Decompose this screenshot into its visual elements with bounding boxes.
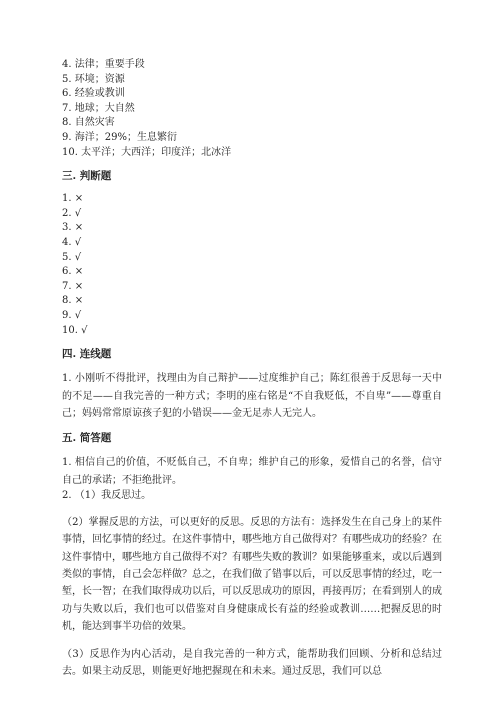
judgment-item: 5. √: [62, 251, 82, 263]
answer-line: 5. 环境；资源: [62, 73, 125, 85]
judgment-item: 6. ×: [62, 266, 84, 278]
short-answer-1: 1. 相信自己的价值，不贬低自己，不自卑；维护自己的形象，爱惜自己的名誉，信守自己的承诺；不拒绝批评。: [62, 457, 442, 486]
judgment-item: 1. ×: [62, 193, 84, 205]
answer-line: 8. 自然灾害: [62, 117, 115, 129]
answer-line: 7. 地球；大自然: [62, 102, 135, 114]
section-heading-judgment: 三. 判断题: [62, 170, 112, 183]
answer-content: [62, 58, 442, 680]
answer-line: 10. 太平洋；大西洋；印度洋；北冰洋: [62, 146, 232, 158]
judgment-item: 7. ×: [62, 280, 84, 292]
answer-line: 9. 海洋；29%；生息繁衍: [62, 131, 177, 143]
short-answer-2-3: （3）反思作为内心活动，是自我完善的一种方式，能帮助我们回顾、分析和总结过去。如果主动反思，则能更好地把握现在和未来。通过反思，我们可以总: [62, 648, 442, 677]
short-answer-2-2: （2）掌握反思的方法，可以更好的反思。反思的方法有：选择发生在自己身上的某件事情，回忆事情的经过。在这件事情中，哪些地方自己做得对？有哪些成功的经验？在这件事情中，哪些地方自己做得不对？有哪些失败的教训？如果能够重来，或以后遇到类似的事情，自己会怎样做？总之，在我们做了错事以后，可以反思事情的经过，吃一堑，长一智；在我们取得成功以后，可以反思成功的原因，再接再厉；在看到别人的成功与失败以后，我们也可以借鉴对自身健康成长有益的经验或教训……把握反思的时机，能达到事半功倍的效果。: [62, 516, 442, 633]
answer-line: 4. 法律；重要手段: [62, 59, 145, 70]
judgment-item: 8. ×: [62, 295, 84, 307]
answer-line: 6. 经验或教训: [62, 88, 125, 100]
matching-answer: 1. 小刚听不得批评，找理由为自己辩护——过度维护自己；陈红很善于反思每一天中的不足——自我完善的一种方式；李明的座右铭是“不自我贬低，不自卑”——尊重自己；妈妈常常原谅孩子犯的小错误——金无足赤人无完人。: [62, 373, 442, 419]
judgment-item: 2. √: [62, 207, 82, 219]
short-answer-2-1: 2. （1）我反思过。: [62, 490, 152, 502]
judgment-item: 3. ×: [62, 222, 84, 234]
section2-answers: [62, 58, 442, 160]
judgment-item: 4. √: [62, 236, 82, 248]
section-heading-short-answer: 五. 简答题: [62, 432, 112, 445]
section-heading-matching: 四. 连线题: [62, 348, 112, 361]
judgment-answers: [62, 192, 442, 338]
judgment-item: 10. √: [62, 324, 88, 336]
judgment-item: 9. √: [62, 309, 82, 321]
